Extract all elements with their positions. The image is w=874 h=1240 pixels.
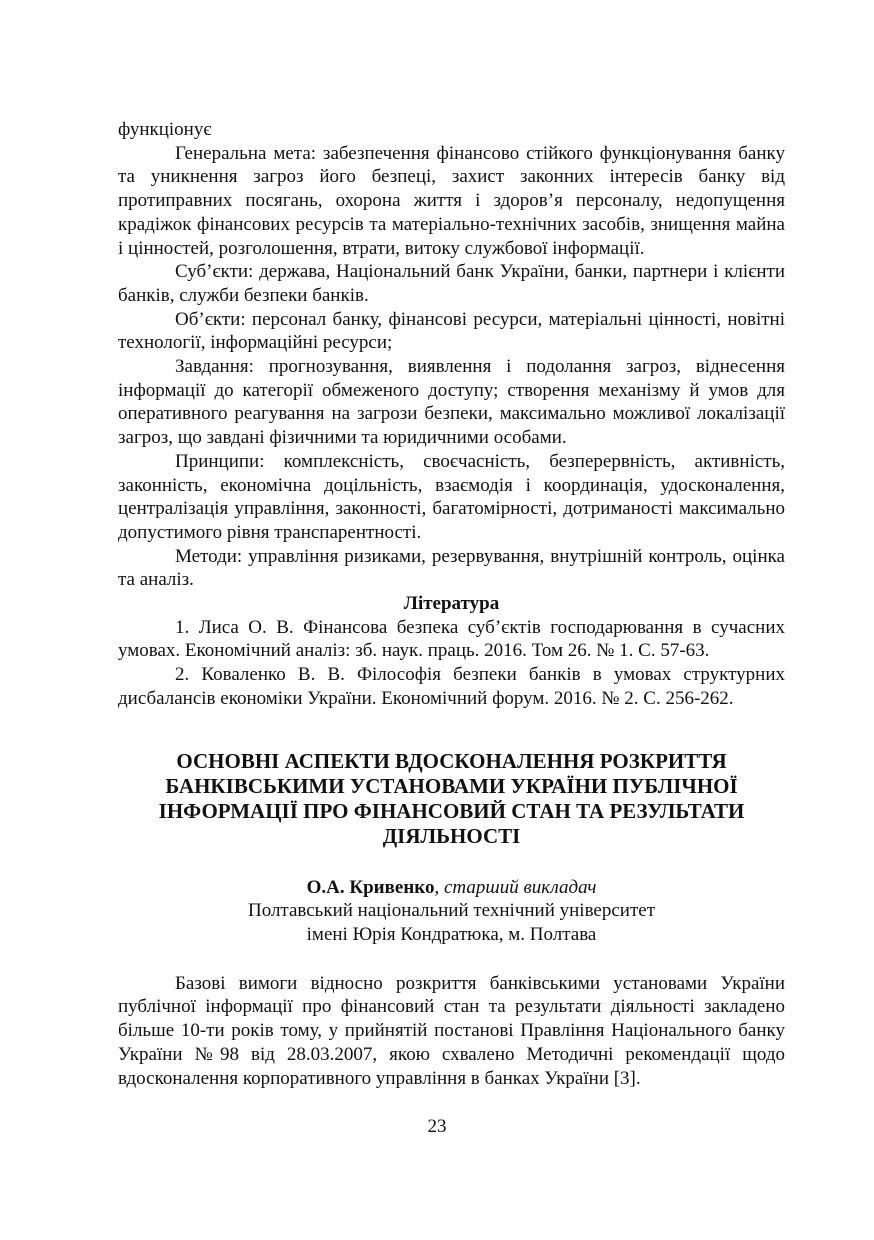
paragraph-methods: Методи: управління ризиками, резервування, внутрішній контроль, оцінка та аналіз.: [118, 545, 785, 591]
author-line: [118, 876, 785, 900]
author-name: О.А. Кривенко: [306, 876, 435, 898]
paragraph-subjects: Суб’єкти: держава, Національний банк України, банки, партнери і клієнти банків, служби безпеки банків.: [118, 261, 785, 306]
author-position: старший викладач: [443, 876, 597, 898]
paragraph-continuation: функціонує: [118, 119, 212, 140]
paragraph-tasks: Завдання: прогнозування, виявлення і подолання загроз, віднесення інформації до категорії обмеженого доступу; створення механізму й умов для оперативного реагування на загрози безпеки, максимально можливої локалізації загроз, що завдані фізичними та юридичними особами.: [118, 356, 785, 449]
literature-item: 2. Коваленко В. В. Філософія безпеки банків в умовах структурних дисбалансів економіки України. Економічний форум. 2016. № 2. С. 256-262.: [118, 664, 785, 709]
author-separator: ,: [434, 876, 444, 898]
affiliation-line-2: імені Юрія Кондратюка, м. Полтава: [306, 923, 597, 945]
paragraph-principles: Принципи: комплексність, своєчасність, безперервність, активність, законність, економічна доцільність, взаємодія і координація, удосконалення, централізація управління, законності, багатомірності, дотриманості максимально допустимого рівня транспарентності.: [118, 450, 785, 543]
article-title: ОСНОВНІ АСПЕКТИ ВДОСКОНАЛЕННЯ РОЗКРИТТЯ БАНКІВСЬКИМИ УСТАНОВАМИ УКРАЇНИ ПУБЛІЧНОЇ ІНФОРМАЦІЇ ПРО ФІНАНСОВИЙ СТАН ТА РЕЗУЛЬТАТИ ДІЯЛЬНОСТІ: [158, 748, 745, 848]
paragraph-objects: Об’єкти: персонал банку, фінансові ресурси, матеріальні цінності, новітні технології, інформаційні ресурси;: [118, 308, 785, 354]
page-body: [118, 118, 785, 1090]
affiliation-line-1: Полтавський національний технічний університет: [247, 900, 656, 922]
author-block: [118, 876, 785, 947]
paragraph-goal: Генеральна мета: забезпечення фінансово стійкого функціонування банку та уникнення загроз його безпеці, захист законних інтересів банку від протиправних посягань, охорона життя і здоров’я персоналу, недопущення крадіжок фінансових ресурсів та матеріально-технічних засобів, знищення майна і цінностей, розголошення, втрати, витоку службової інформації.: [118, 142, 785, 259]
page-number: 23: [427, 1116, 447, 1137]
literature-heading: Література: [403, 593, 500, 615]
article-intro-paragraph: Базові вимоги відносно розкриття банківськими установами України публічної інформації про фінансовий стан та результати діяльності закладено більше 10-ти років тому, у прийнятій постанові Правління Національного банку України №98 від 28.03.2007, якою схвалено Методичні рекомендації щодо вдосконалення корпоративного управління в банках України [3].: [118, 972, 785, 1089]
literature-item: 1. Лиса О. В. Фінансова безпека суб’єктів господарювання в сучасних умовах. Економічний аналіз: зб. наук. праць. 2016. Том 26. № 1. С. 57-63.: [118, 616, 785, 662]
